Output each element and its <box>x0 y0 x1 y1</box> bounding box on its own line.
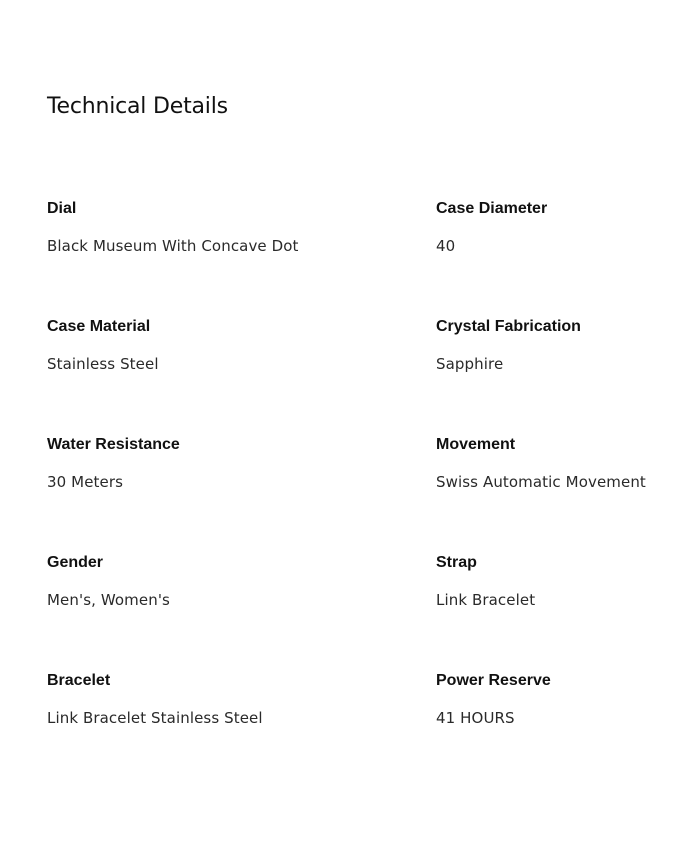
spec-label: Gender <box>47 554 104 571</box>
spec-value: 41 HOURS <box>436 709 515 727</box>
spec-value: Sapphire <box>436 355 504 373</box>
spec-label: Strap <box>436 554 477 571</box>
spec-case-diameter <box>436 199 667 317</box>
spec-label: Movement <box>436 436 516 453</box>
spec-value: Link Bracelet Stainless Steel <box>47 709 263 727</box>
spec-case-material <box>47 317 436 435</box>
spec-dial <box>47 199 436 317</box>
spec-value: Link Bracelet <box>436 591 536 609</box>
spec-value: Swiss Automatic Movement <box>436 473 646 491</box>
spec-label: Water Resistance <box>47 436 180 453</box>
spec-label: Power Reserve <box>436 672 551 689</box>
spec-value: 30 Meters <box>47 473 124 491</box>
spec-value: Men's, Women's <box>47 591 170 609</box>
spec-label: Bracelet <box>47 672 111 689</box>
section-title: Technical Details <box>47 94 228 119</box>
spec-gender <box>47 553 436 671</box>
spec-value: Stainless Steel <box>47 355 159 373</box>
spec-water-resistance <box>47 435 436 553</box>
spec-value: 40 <box>436 237 456 255</box>
spec-power-reserve <box>436 671 667 789</box>
spec-label: Case Diameter <box>436 200 548 217</box>
spec-strap <box>436 553 667 671</box>
spec-value: Black Museum With Concave Dot <box>47 237 299 255</box>
spec-movement <box>436 435 667 553</box>
spec-label: Crystal Fabrication <box>436 318 581 335</box>
spec-label: Case Material <box>47 318 151 335</box>
spec-crystal-fabrication <box>436 317 667 435</box>
spec-label: Dial <box>47 200 77 217</box>
spec-bracelet <box>47 671 436 789</box>
specs-grid <box>47 199 667 789</box>
